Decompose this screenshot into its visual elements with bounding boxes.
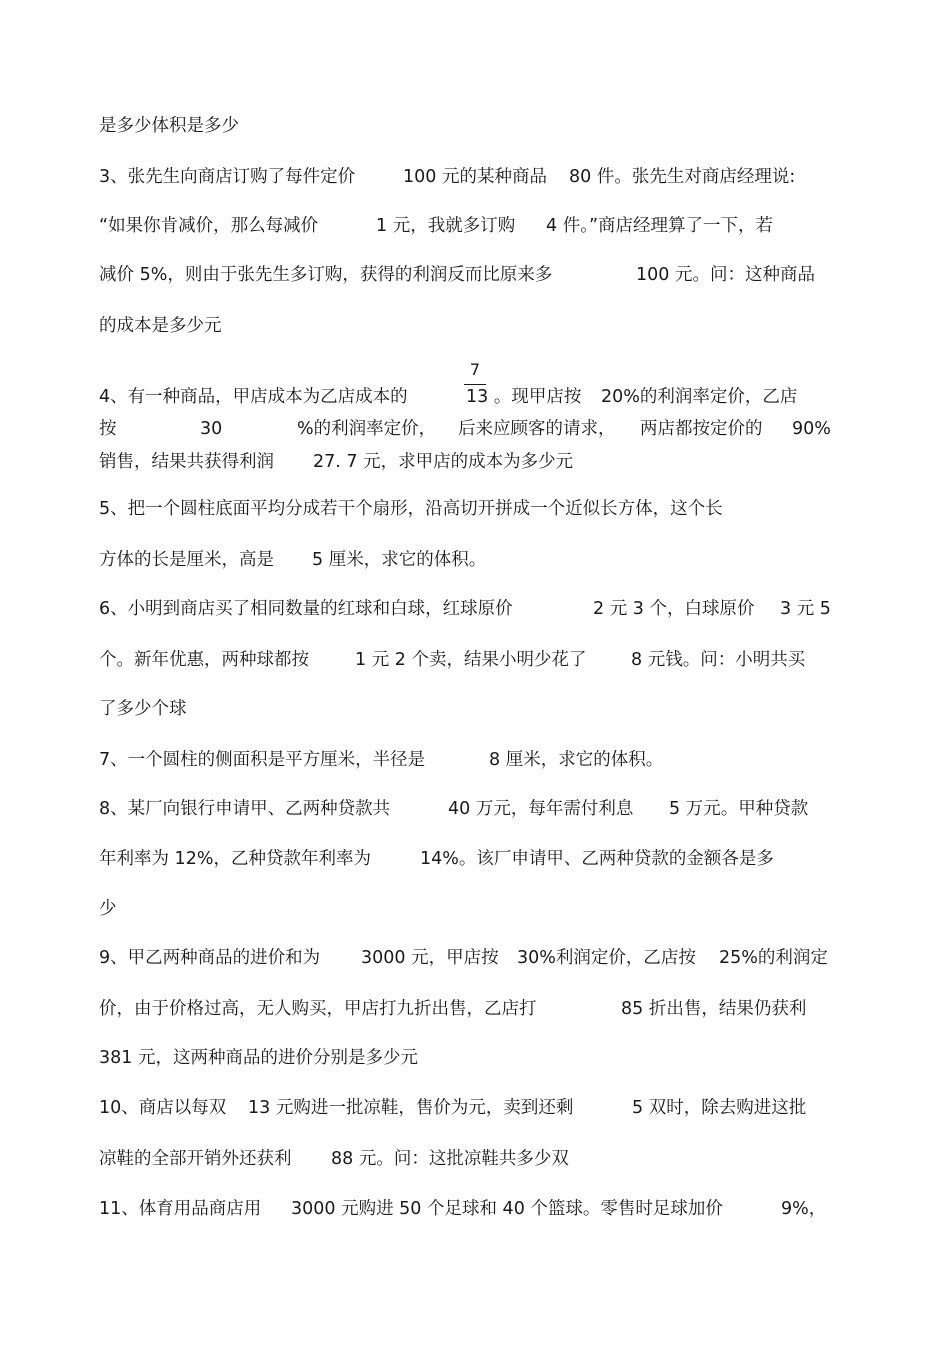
text-segment: 3 元 5 (780, 599, 831, 619)
text-line (0, 1144, 950, 1174)
text-segment: 20%的利润率定价，乙店 (601, 387, 798, 407)
text-segment: 的成本是多少元 (99, 316, 222, 336)
text-line (0, 594, 950, 624)
text-segment: 8 厘米，求它的体积。 (489, 750, 664, 770)
text-segment: 后来应顾客的请求， (458, 419, 616, 439)
text-segment: 1 元，我就多订购 (376, 216, 516, 236)
text-line (0, 311, 950, 341)
text-segment: 少 (99, 899, 117, 919)
text-segment: 年利率为 12%，乙种贷款年利率为 (99, 849, 371, 869)
text-segment: 了多少个球 (99, 699, 187, 719)
text-segment: 40 万元，每年需付利息 (448, 799, 634, 819)
text-line (0, 894, 950, 924)
text-segment: 10、商店以每双 (99, 1098, 227, 1118)
text-segment: “如果你肯减价，那么每减价 (99, 216, 319, 236)
text-line (0, 943, 950, 973)
text-segment: 9%， (781, 1199, 827, 1219)
text-segment: 30%利润定价，乙店按 (517, 948, 696, 968)
text-segment: 88 元。问：这批凉鞋共多少双 (331, 1149, 569, 1169)
text-segment: 3000 元购进 50 个足球和 40 个篮球。零售时足球加价 (291, 1199, 723, 1219)
text-segment: 30 (200, 419, 223, 439)
text-segment: 13 元购进一批凉鞋，售价为元，卖到还剩 (248, 1098, 574, 1118)
text-segment: 按 (99, 419, 117, 439)
text-segment: 两店都按定价的 (640, 419, 763, 439)
fraction-numerator: 7 (469, 360, 481, 379)
text-segment: 25%的利润定 (719, 948, 828, 968)
text-segment: 27. 7 元，求甲店的成本为多少元 (313, 452, 574, 472)
text-line (0, 111, 950, 141)
text-segment: 9、甲乙两种商品的进价和为 (99, 948, 321, 968)
text-segment: 凉鞋的全部开销外还获利 (99, 1149, 292, 1169)
text-segment: 80 件。张先生对商店经理说: (569, 167, 796, 187)
text-segment: 100 元的某种商品 (403, 167, 547, 187)
text-line (0, 162, 950, 192)
text-segment: 90% (792, 419, 831, 439)
text-segment: 7、一个圆柱的侧面积是平方厘米，半径是 (99, 750, 426, 770)
text-line (0, 494, 950, 524)
text-segment: 3000 元，甲店按 (361, 948, 499, 968)
text-line (0, 645, 950, 675)
text-segment: 8 元钱。问：小明共买 (631, 650, 806, 670)
text-line (0, 1194, 950, 1224)
text-segment: 6、小明到商店买了相同数量的红球和白球，红球原价 (99, 599, 513, 619)
text-line (0, 1093, 950, 1123)
text-line (0, 447, 950, 477)
text-line (0, 694, 950, 724)
text-segment: 方体的长是厘米，高是 (99, 550, 274, 570)
text-line (0, 745, 950, 775)
text-line (0, 211, 950, 241)
text-segment: 8、某厂向银行申请甲、乙两种贷款共 (99, 799, 391, 819)
text-segment: 4、有一种商品，甲店成本为乙店成本的 (99, 387, 408, 407)
text-segment: 5、把一个圆柱底面平均分成若干个扇形，沿高切开拼成一个近似长方体，这个长 (99, 499, 723, 519)
text-line (0, 794, 950, 824)
text-segment: 5 双时，除去购进这批 (632, 1098, 807, 1118)
text-segment: %的利润率定价， (297, 419, 437, 439)
text-line (0, 414, 950, 444)
text-segment: 5 厘米，求它的体积。 (312, 550, 487, 570)
text-line (0, 382, 950, 412)
text-segment: 381 元，这两种商品的进价分别是多少元 (99, 1048, 418, 1068)
text-segment: 减价 5%，则由于张先生多订购，获得的利润反而比原来多 (99, 265, 553, 285)
text-line (0, 1043, 950, 1073)
text-segment: 85 折出售，结果仍获利 (621, 999, 807, 1019)
text-segment: 11、体育用品商店用 (99, 1199, 262, 1219)
text-segment: 是多少体积是多少 (99, 116, 239, 136)
text-line (0, 260, 950, 290)
text-segment: 价，由于价格过高，无人购买，甲店打九折出售，乙店打 (99, 999, 537, 1019)
text-segment: 销售，结果共获得利润 (99, 452, 274, 472)
text-segment: 13 。现甲店按 (466, 387, 582, 407)
text-line (0, 844, 950, 874)
text-segment: 4 件。”商店经理算了一下，若 (546, 216, 774, 236)
text-segment: 个。新年优惠，两种球都按 (99, 650, 309, 670)
text-line (0, 545, 950, 575)
text-segment: 3、张先生向商店订购了每件定价 (99, 167, 356, 187)
text-segment: 1 元 2 个卖，结果小明少花了 (355, 650, 587, 670)
text-line (0, 994, 950, 1024)
text-segment: 14%。该厂申请甲、乙两种贷款的金额各是多 (420, 849, 774, 869)
text-segment: 100 元。问：这种商品 (636, 265, 815, 285)
text-segment: 2 元 3 个，白球原价 (593, 599, 755, 619)
text-segment: 5 万元。甲种贷款 (669, 799, 809, 819)
